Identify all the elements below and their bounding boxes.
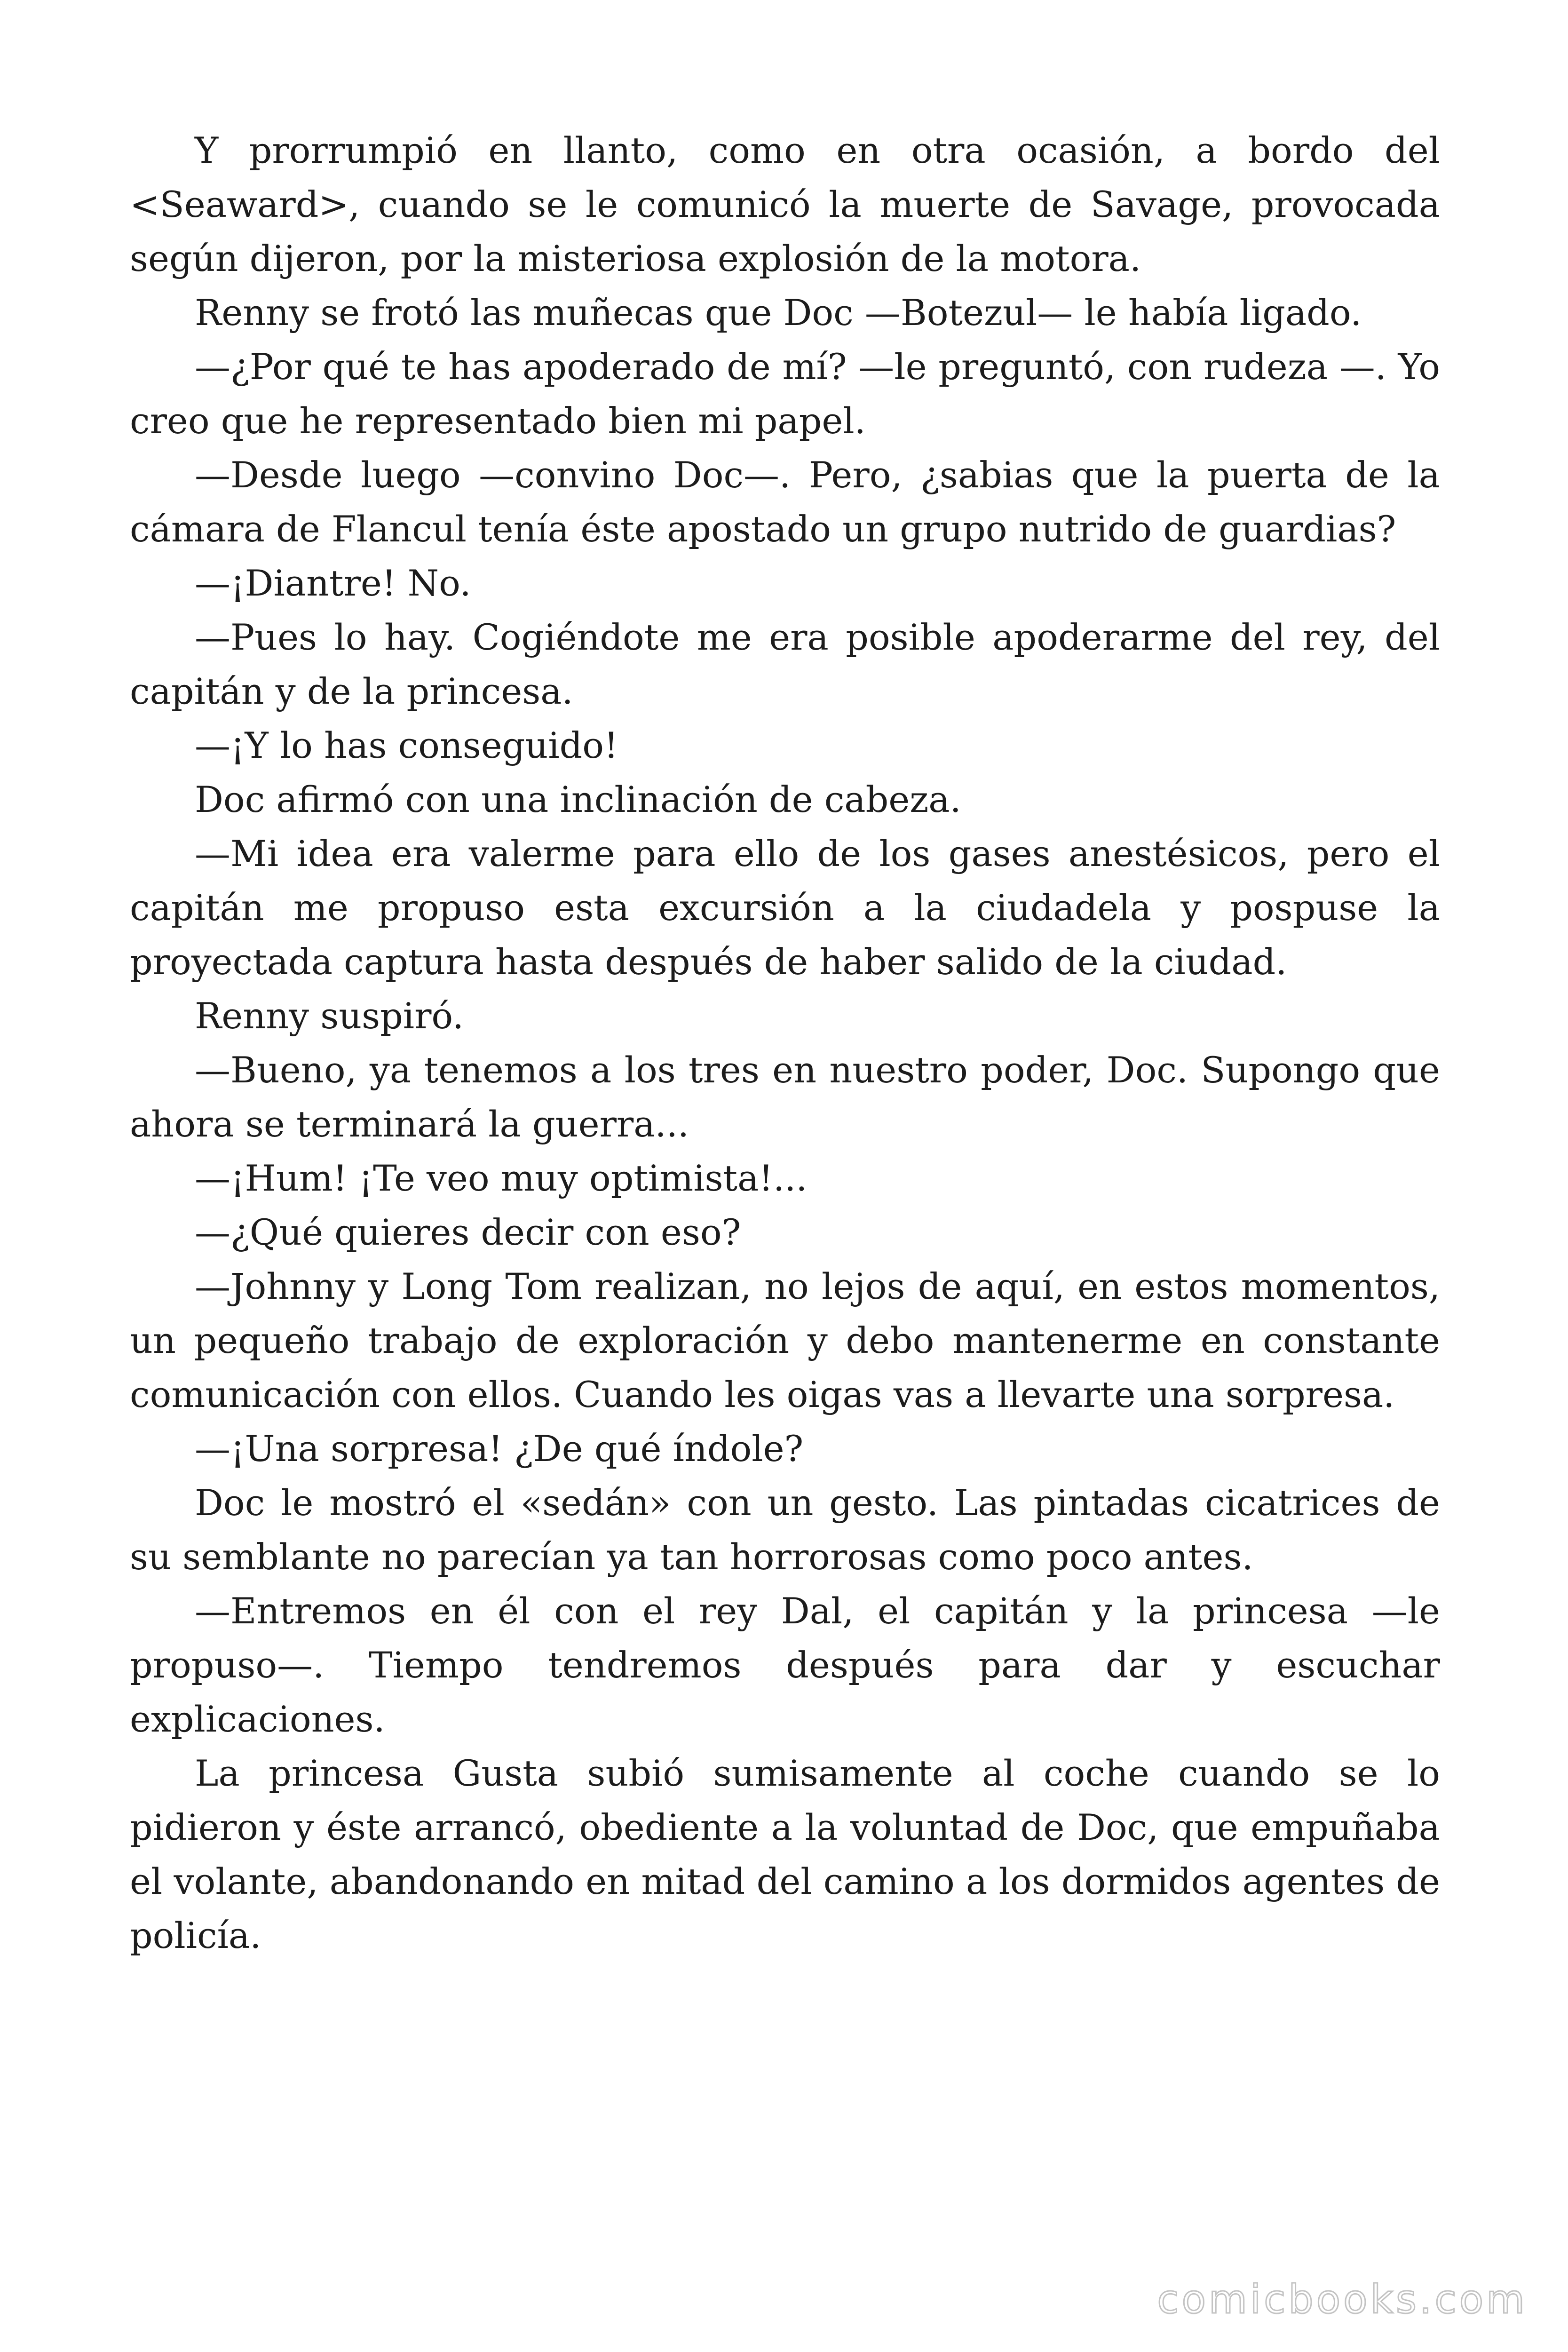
paragraph: —¿Por qué te has apoderado de mí? —le preguntó, con rudeza —. Yo creo que he representado bien mi papel.: [130, 346, 1440, 442]
paragraph: —¡Hum! ¡Te veo muy optimista!...: [195, 1157, 808, 1199]
paragraph: Y prorrumpió en llanto, como en otra ocasión, a bordo del <Seaward>, cuando se le comunicó la muerte de Savage, provocada según dijeron, por la misteriosa explosión de la motora.: [130, 129, 1440, 279]
body-text: [130, 123, 1440, 1963]
paragraph: —Pues lo hay. Cogiéndote me era posible apoderarme del rey, del capitán y de la princesa.: [130, 616, 1440, 712]
paragraph: —Johnny y Long Tom realizan, no lejos de aquí, en estos momentos, un pequeño trabajo de exploración y debo mantenerme en constante comunicación con ellos. Cuando les oigas vas a llevarte una sorpresa.: [130, 1265, 1440, 1415]
paragraph: Doc afirmó con una inclinación de cabeza.: [195, 779, 961, 820]
paragraph: —¡Diantre! No.: [195, 562, 471, 604]
watermark: comicbooks.com: [1157, 2276, 1528, 2322]
paragraph: Renny se frotó las muñecas que Doc —Botezul— le había ligado.: [195, 292, 1362, 334]
paragraph: —¿Qué quieres decir con eso?: [195, 1211, 741, 1253]
paragraph: —Entremos en él con el rey Dal, el capitán y la princesa —le propuso—. Tiempo tendremos después para dar y escuchar explicaciones.: [130, 1590, 1440, 1740]
paragraph: —Mi idea era valerme para ello de los gases anestésicos, pero el capitán me propuso esta excursión a la ciudadela y pospuse la proyectada captura hasta después de haber salido de la ciudad.: [130, 833, 1440, 983]
paragraph: Renny suspiró.: [195, 995, 464, 1037]
paragraph: —Bueno, ya tenemos a los tres en nuestro poder, Doc. Supongo que ahora se terminará la guerra...: [130, 1049, 1440, 1145]
paragraph: —¡Y lo has conseguido!: [195, 724, 618, 766]
paragraph: Doc le mostró el «sedán» con un gesto. Las pintadas cicatrices de su semblante no parecían ya tan horrorosas como poco antes.: [130, 1482, 1440, 1578]
paragraph: —¡Una sorpresa! ¿De qué índole?: [195, 1428, 804, 1470]
paragraph: —Desde luego —convino Doc—. Pero, ¿sabias que la puerta de la cámara de Flancul tenía éste apostado un grupo nutrido de guardias?: [130, 454, 1440, 550]
paragraph: La princesa Gusta subió sumisamente al coche cuando se lo pidieron y éste arrancó, obediente a la voluntad de Doc, que empuñaba el volante, abandonando en mitad del camino a los dormidos agentes de policía.: [130, 1752, 1440, 1956]
